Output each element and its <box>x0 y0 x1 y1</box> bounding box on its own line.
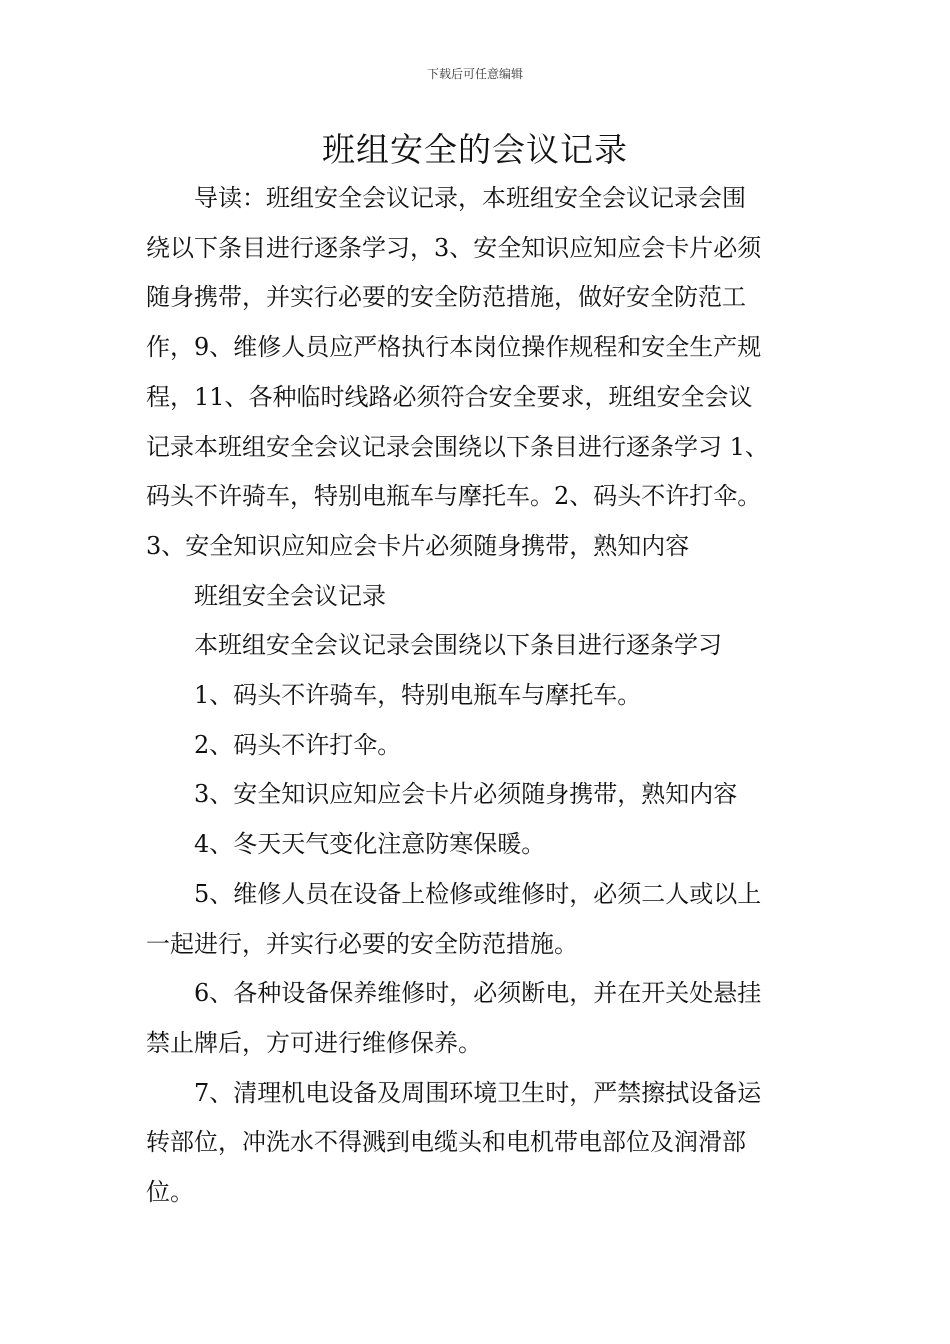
intro-line: 记录本班组安全会议记录会围绕以下条目进行逐条学习 1、 <box>146 432 769 461</box>
document-title: 班组安全的会议记录 <box>322 130 628 169</box>
list-item-5 <box>146 870 826 969</box>
intro-paragraph <box>146 174 826 572</box>
page-header-note: 下载后可任意编辑 <box>426 67 523 81</box>
intro-line: 程，11、各种临时线路必须符合安全要求，班组安全会议 <box>146 382 753 411</box>
intro-line: 码头不许骑车，特别电瓶车与摩托车。2、码头不许打伞。 <box>146 482 762 511</box>
intro-line: 作，9、维修人员应严格执行本岗位操作规程和安全生产规 <box>146 333 762 362</box>
list-item-line: 6、各种设备保养维修时，必须断电，并在开关处悬挂 <box>194 979 762 1008</box>
list-item-7 <box>146 1069 826 1218</box>
list-item-line: 一起进行，并实行必要的安全防范措施。 <box>146 929 578 958</box>
document-body <box>146 174 826 1218</box>
intro-line: 随身携带，并实行必要的安全防范措施，做好安全防范工 <box>146 283 746 312</box>
list-item-line: 转部位，冲洗水不得溅到电缆头和电机带电部位及润滑部 <box>146 1128 746 1157</box>
list-item-line: 5、维修人员在设备上检修或维修时，必须二人或以上 <box>194 879 762 908</box>
intro-line: 导读：班组安全会议记录，本班组安全会议记录会围 <box>194 184 746 212</box>
list-item-line: 位。 <box>146 1178 194 1207</box>
list-item-4: 4、冬天天气变化注意防寒保暖。 <box>194 830 546 859</box>
list-item-1: 1、码头不许骑车，特别电瓶车与摩托车。 <box>194 681 642 710</box>
lead-paragraph: 本班组安全会议记录会围绕以下条目进行逐条学习 <box>194 631 722 660</box>
list-item-2: 2、码头不许打伞。 <box>194 730 402 759</box>
list-item-line: 7、清理机电设备及周围环境卫生时，严禁擦拭设备运 <box>194 1078 762 1107</box>
section-subtitle: 班组安全会议记录 <box>194 581 386 610</box>
list-item-line: 禁止牌后，方可进行维修保养。 <box>146 1028 482 1057</box>
intro-line: 绕以下条目进行逐条学习，3、安全知识应知应会卡片必须 <box>146 233 762 262</box>
list-item-3: 3、安全知识应知应会卡片必须随身携带，熟知内容 <box>194 780 738 809</box>
list-item-6 <box>146 969 826 1068</box>
intro-line: 3、安全知识应知应会卡片必须随身携带，熟知内容 <box>146 531 690 560</box>
